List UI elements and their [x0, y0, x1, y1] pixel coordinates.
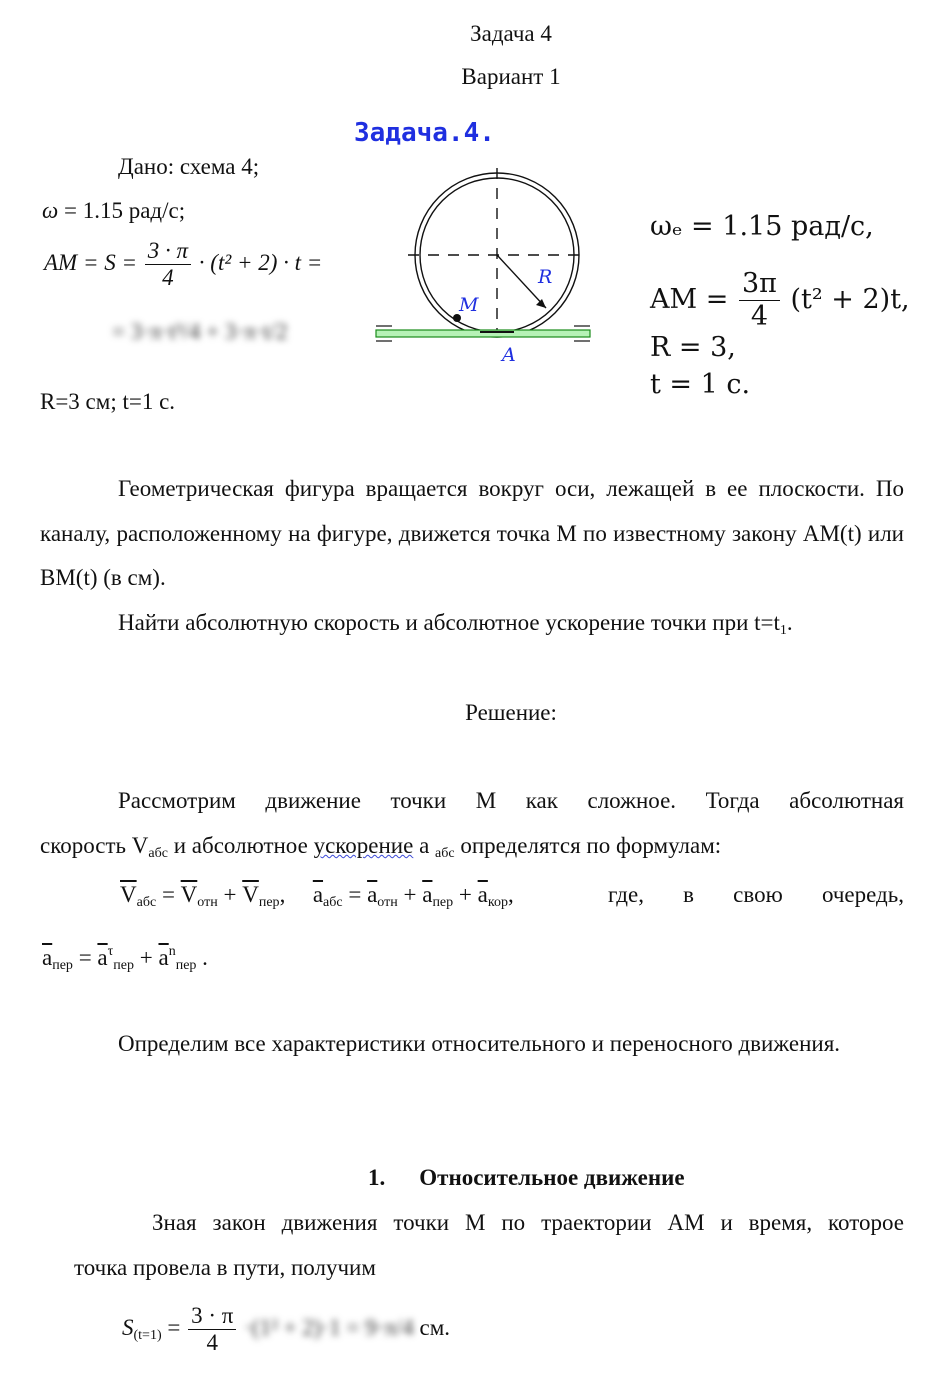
line2-start: скорость V [40, 833, 149, 858]
final-unit: см. [419, 1314, 451, 1340]
final-denominator: 4 [206, 1330, 218, 1355]
am-rest: · (t² + 2) · t = [198, 249, 323, 275]
paragraph-description-text: Геометрическая фигура вращается вокруг оси, лежащей в ее плоскости. По каналу, расположенному на фигуре, движется точка М по известному закону AM(t) или BM(t) (в см). [40, 476, 904, 590]
v-per: $\overline{V}$ [242, 882, 259, 907]
right-am-fraction [739, 268, 780, 333]
given-r-t: R=3 см; t=1 с. [40, 389, 176, 414]
section-title: Относительное движение [419, 1165, 685, 1190]
a-per-tau: $\overline{a}$ [97, 945, 108, 970]
sub-per-3: пер [52, 958, 73, 973]
final-fraction [188, 1303, 236, 1356]
am-denominator: 4 [162, 265, 174, 290]
am-lhs: AM = S = [44, 249, 137, 275]
task-period: . [786, 610, 793, 635]
label-r: R [538, 266, 553, 288]
sub-abs-a: абс [435, 846, 455, 861]
paragraph-description [40, 467, 904, 601]
paragraph-relative-line1: Зная закон движения точки М по траектории AM и время, которое [152, 1210, 904, 1235]
paragraph-characteristics [40, 1022, 904, 1067]
sup-n: n [168, 944, 176, 959]
sup-tau: τ [107, 944, 114, 959]
right-am-numerator: 3π [739, 268, 780, 301]
line2-mid: и абсолютное [167, 833, 314, 858]
right-am-rest: (t² + 2)t, [790, 284, 910, 315]
paragraph-characteristics-text: Определим все характеристики относительного и переносного движения. [118, 1031, 841, 1056]
final-sub: (t=1) [133, 1327, 162, 1343]
label-a: A [502, 344, 516, 366]
final-equals: = [167, 1314, 181, 1340]
given-am-formula [44, 238, 322, 291]
variant-label: Вариант 1 [461, 64, 561, 89]
paragraph-task [118, 609, 793, 645]
paragraph-complex-line2 [40, 832, 721, 868]
sub-abs-v: абс [148, 846, 168, 861]
paragraph-complex-line1 [40, 779, 904, 824]
a-otn: $\overline{a}$ [367, 882, 378, 907]
sub-per-5: пер [175, 958, 197, 973]
final-formula [122, 1303, 450, 1356]
sub-abs: абс [136, 895, 157, 910]
given-omega [42, 197, 185, 225]
omega-value: = 1.15 рад/с; [64, 198, 186, 223]
a-per-n: $\overline{a}$ [158, 945, 169, 970]
right-am [650, 268, 910, 333]
final-s: S [122, 1314, 134, 1340]
formula-line-1: $\overline{V}_{абс} = \overline{V}_{отн} + \overline{V}_{пер}$, $\overline{a}_{абс} = \overline{a}_{отн} + \overline{a}_{пер} + \overline{a}_{кор}$, [120, 882, 514, 910]
blurred-expression: = 3·π·t³/4 + 3·π·t/2 [112, 319, 288, 344]
sub-otn: отн [197, 895, 218, 910]
right-r: R = 3, [650, 332, 736, 363]
a-per-total: $\overline{a}$ [42, 945, 53, 970]
given-scheme: Дано: схема 4; [118, 154, 260, 179]
am-numerator: 3 · π [145, 238, 191, 265]
image-title: Задача.4. [354, 118, 495, 148]
scheme-figure [372, 168, 600, 368]
sub-per-2: пер [432, 895, 454, 910]
word-acceleration: ускорение [313, 833, 414, 858]
am-fraction [145, 238, 191, 291]
sub-abs-2: абс [323, 895, 343, 910]
task-subscript: 1 [779, 623, 787, 638]
sub-otn-2: отн [377, 895, 398, 910]
label-m: M [459, 294, 479, 316]
right-am-lhs: AM = [650, 284, 729, 315]
formula-line-2: $\overline{a}_{пер} = \overline{a}^\tau_{пер} + \overline{a}^n_{пер}$ . [42, 944, 208, 973]
formula-tail-text: где, в свою очередь, [608, 882, 904, 907]
solution-heading: Решение: [465, 700, 557, 725]
sub-per: пер [258, 895, 280, 910]
v-abs: $\overline{V}$ [120, 882, 137, 907]
omega-symbol: ω [42, 198, 59, 223]
radius-arrowhead [536, 299, 546, 308]
a-per: $\overline{a}$ [422, 882, 433, 907]
right-t: t = 1 с. [650, 369, 751, 400]
section-number: 1. [368, 1165, 386, 1190]
line2-end: определятся по формулам: [454, 833, 722, 858]
a-abs: $\overline{a}$ [312, 882, 324, 907]
final-numerator: 3 · π [188, 1303, 236, 1330]
sub-kor: кор [487, 895, 508, 910]
right-omega: ωₑ = 1.15 рад/с, [650, 211, 874, 242]
sub-per-4: пер [113, 958, 134, 973]
a-kor: $\overline{a}$ [477, 882, 488, 907]
task-text: Найти абсолютную скорость и абсолютное ускорение точки при t=t [118, 610, 780, 635]
v-otn: $\overline{V}$ [180, 882, 198, 907]
final-blurred: ·(1² + 2)·1 = 9·π/4 [244, 1314, 414, 1340]
page-title: Задача 4 [470, 21, 552, 46]
right-am-denominator: 4 [750, 301, 769, 332]
complex-line1-text: Рассмотрим движение точки М как сложное. Тогда абсолютная [118, 788, 904, 813]
paragraph-relative-line2: точка провела в пути, получим [74, 1255, 376, 1280]
line2-a: a [413, 833, 436, 858]
section-heading [368, 1164, 685, 1192]
